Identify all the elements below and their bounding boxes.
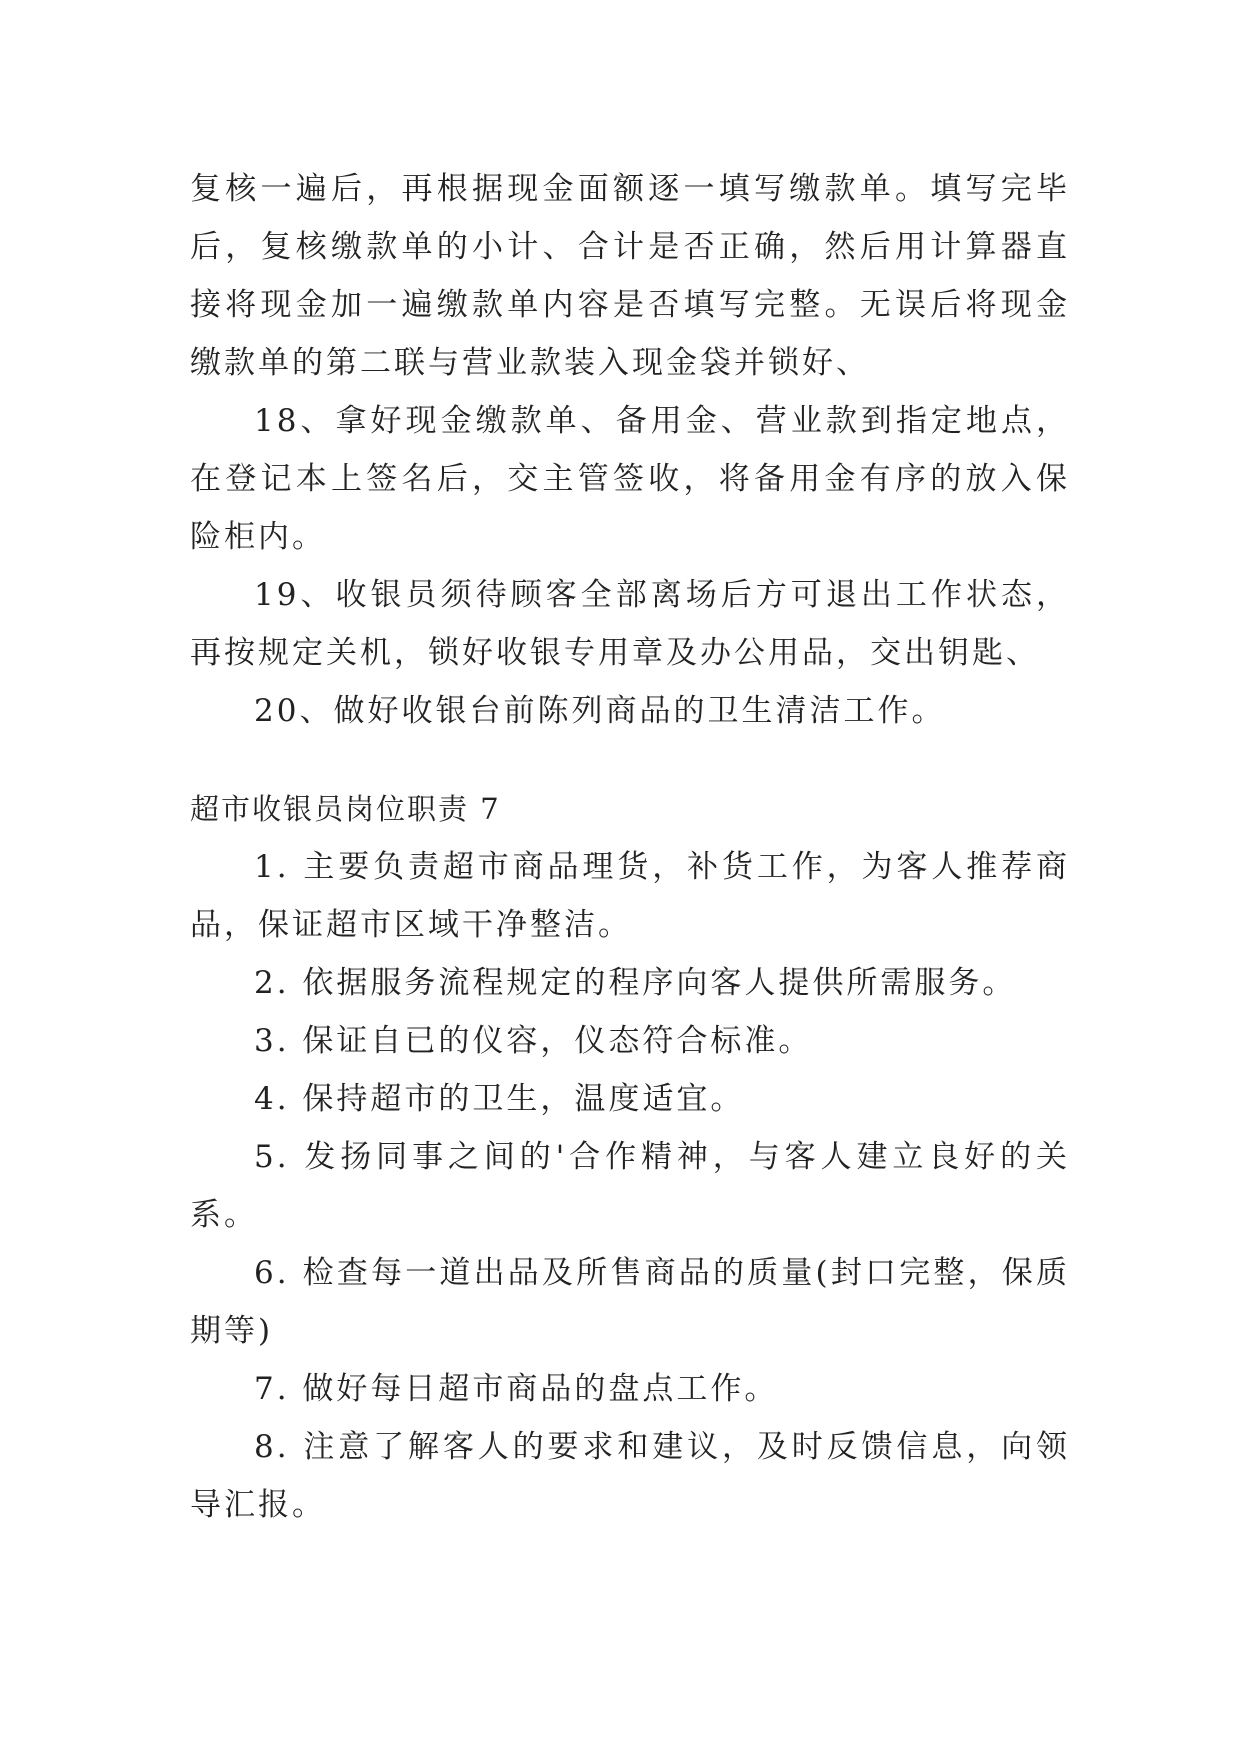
duty-item-3: 3. 保证自已的仪容，仪态符合标准。 <box>254 1023 813 1059</box>
paragraph-item-19: 19、收银员须待顾客全部离场后方可退出工作状态，再按规定关机，锁好收银专用章及办公用品，交出钥匙、 <box>190 577 1070 671</box>
section-gap <box>190 740 1070 780</box>
paragraph-continuation: 复核一遍后，再根据现金面额逐一填写缴款单。填写完毕后，复核缴款单的小计、合计是否正确，然后用计算器直接将现金加一遍缴款单内容是否填写完整。无误后将现金缴款单的第二联与营业款装入现金袋并锁好、 <box>190 171 1070 381</box>
paragraph-item-20: 20、做好收银台前陈列商品的卫生清洁工作。 <box>254 693 946 729</box>
duty-item-7: 7. 做好每日超市商品的盘点工作。 <box>254 1371 779 1407</box>
paragraph-item-18: 18、拿好现金缴款单、备用金、营业款到指定地点，在登记本上签名后，交主管签收，将备用金有序的放入保险柜内。 <box>190 403 1070 555</box>
section-heading: 超市收银员岗位职责 7 <box>190 792 501 826</box>
duty-item-4: 4. 保持超市的卫生，温度适宜。 <box>254 1081 745 1117</box>
duty-item-6: 6. 检查每一道出品及所售商品的质量(封口完整，保质期等) <box>190 1255 1070 1349</box>
document-body <box>190 160 1070 1534</box>
duty-item-5: 5. 发扬同事之间的'合作精神，与客人建立良好的关系。 <box>190 1139 1070 1233</box>
duty-item-8: 8. 注意了解客人的要求和建议，及时反馈信息，向领导汇报。 <box>190 1429 1070 1523</box>
duty-item-2: 2. 依据服务流程规定的程序向客人提供所需服务。 <box>254 965 1017 1001</box>
duty-item-1: 1. 主要负责超市商品理货，补货工作，为客人推荐商品，保证超市区域干净整洁。 <box>190 849 1070 943</box>
